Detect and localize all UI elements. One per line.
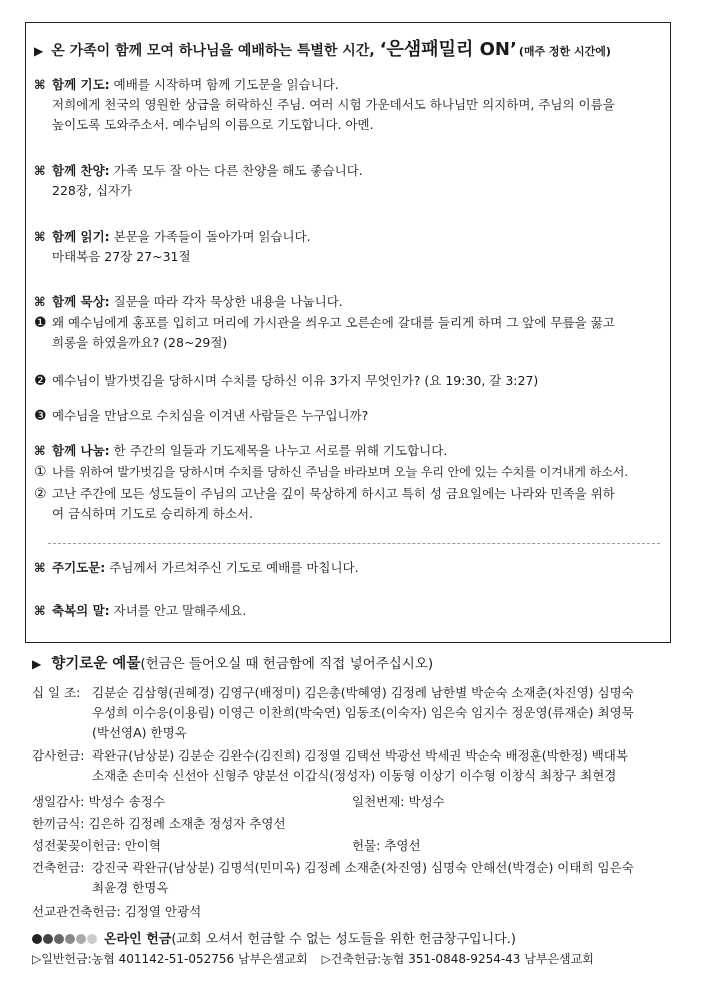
flowers-label: 성전꽃꽂이헌금: [32,838,121,853]
praise-label: 함께 찬양: [52,163,110,178]
command-icon: ⌘ [34,443,46,458]
sharing-prayer-2-line-1: 고난 주간에 모든 성도들이 주님의 고난을 깊이 묵상하게 하시고 특히 성 금요일에는 나라와 민족을 위하 [52,486,615,501]
question-3-text: 예수님을 만남으로 수치심을 이겨낸 사람들은 누구입니까? [52,408,369,423]
blessing-section [34,601,664,621]
worship-headline [34,35,664,59]
meditation-label: 함께 묵상: [52,294,110,309]
general-account: ▷일반헌금:농협 401142-51-052756 남부은샘교회 [32,952,308,966]
triangle-icon: ▶ [34,44,44,58]
blessing-label: 축복의 말: [52,603,110,618]
mission-building-label: 선교관건축헌금: [32,904,121,919]
meditation-section [34,292,664,312]
flowers-row [32,836,161,856]
prayer-line-2: 높이도록 도와주소서. 예수님의 이름으로 기도합니다. 아멘. [52,117,374,132]
lords-prayer-label: 주기도문: [52,560,106,575]
tithe-line-1: 김분순 김삼형(권혜경) 김영구(배정미) 김은총(박혜영) 김정례 남한별 박순숙 소재춘(차진영) 심명숙 [92,685,634,700]
circled-2-icon: ② [34,486,47,502]
dot-mark [54,934,64,944]
family-worship-box [25,22,671,643]
lords-prayer-desc: 주님께서 가르쳐주신 기도로 예배를 마칩니다. [109,560,359,575]
prayer-section [34,75,664,135]
building-label: 건축헌금: [32,860,85,875]
mission-building-row [32,902,201,922]
headline-note: (매주 정한 시간에) [518,45,611,58]
fasting-label: 한끼금식: [32,816,85,831]
number-1-icon: ❶ [34,315,47,331]
question-1-line-1: 왜 예수님에게 홍포를 입히고 머리에 가시관을 씌우고 오른손에 갈대를 들리게 하며 그 앞에 무릎을 꿇고 [52,315,615,330]
dashed-divider [48,543,660,544]
sharing-desc: 한 주간의 일들과 기도제목을 나누고 서로를 위해 기도합니다. [113,443,448,458]
sharing-prayer-2 [34,484,664,524]
fasting-names: 김은하 김정례 소재춘 정성자 추영선 [88,816,286,831]
dot-mark [76,934,86,944]
praise-section [34,161,664,201]
dots-icon [32,933,98,948]
sharing-label: 함께 나눔: [52,443,110,458]
thanks-label: 감사헌금: [32,748,85,763]
birthday-names: 박성수 송정수 [88,794,165,809]
online-offering-heading [32,928,516,948]
question-2-text: 예수님이 발가벗김을 당하시며 수치를 당하신 이유 3가지 무엇인가? (요 19:30, 갈 3:27) [52,373,539,388]
number-3-icon: ❸ [34,408,47,424]
command-icon: ⌘ [34,77,46,92]
number-2-icon: ❷ [34,373,47,389]
flowers-names: 안이혁 [124,838,161,853]
sharing-section [34,441,664,461]
reading-label: 함께 읽기: [52,229,110,244]
praise-desc: 가족 모두 잘 아는 다른 찬양을 해도 좋습니다. [113,163,363,178]
circled-1-icon: ① [34,464,47,480]
first-fruits-names: 박성수 [408,794,445,809]
command-icon: ⌘ [34,229,46,244]
mission-building-names: 김정열 안광석 [124,904,202,919]
sharing-prayer-2-line-2: 여 금식하며 기도로 승리하게 하소서. [52,506,253,521]
tithe-label: 십 일 조: [32,685,81,700]
prayer-line-1: 저희에게 천국의 영원한 상급을 허락하신 주님. 여러 시험 가운데서도 하나님만 의지하며, 주님의 이름을 [52,97,615,112]
offerings-title: 향기로운 예물 [51,656,141,672]
building-line-2: 최윤경 한명옥 [92,880,169,895]
offerings-heading [32,652,433,673]
triangle-icon: ▶ [32,657,42,671]
command-icon: ⌘ [34,163,46,178]
sharing-prayer-1-text: 나를 위하여 발가벗김을 당하시며 수치를 당하신 주님을 바라보며 오늘 우리 안에 있는 수치를 이겨내게 하소서. [52,465,628,479]
tithe-row [32,683,672,743]
thanks-line-1: 곽완규(남상분) 김분순 김완수(김진희) 김정열 김택선 박광선 박세권 박순숙 배정훈(박한정) 백대복 [92,748,628,763]
lords-prayer-section [34,558,664,578]
dot-mark [65,934,75,944]
fasting-row [32,814,286,834]
prayer-desc: 예배를 시작하며 함께 기도문을 읽습니다. [113,77,339,92]
goods-label: 헌물: [352,838,381,853]
building-line-1: 강진국 곽완규(남상분) 김명석(민미옥) 김정례 소재춘(차진영) 심명숙 안해선(박경순) 이태희 임은숙 [92,860,634,875]
online-title: 온라인 헌금 [104,932,172,947]
command-icon: ⌘ [34,560,46,575]
meditation-question-3 [34,406,664,426]
dot-mark [43,934,53,944]
headline-text: 온 가족이 함께 모여 하나님을 예배하는 특별한 시간, [51,43,375,59]
brand-title: ‘은샘패밀리 ON’ [379,39,517,60]
birthday-label: 생일감사: [32,794,85,809]
goods-row [352,836,421,856]
thanks-line-2: 소재춘 손미숙 신선아 신형주 양분선 이갑식(정성자) 이동형 이상기 이수형 이창식 최창구 최현경 [92,768,617,783]
prayer-label: 함께 기도: [52,77,110,92]
dot-mark [87,934,97,944]
meditation-question-1 [34,313,664,353]
praise-song: 228장, 십자가 [52,183,133,198]
question-1-line-2: 희롱을 하였을까요? (28~29절) [52,335,228,350]
dot-mark [32,934,42,944]
birthday-row [32,792,165,812]
goods-names: 추영선 [384,838,421,853]
building-row [32,858,672,898]
command-icon: ⌘ [34,603,46,618]
online-note: (교회 오셔서 헌금할 수 없는 성도들을 위한 헌금창구입니다.) [171,932,516,947]
meditation-desc: 질문을 따라 각자 묵상한 내용을 나눕니다. [113,294,343,309]
meditation-question-2 [34,371,664,391]
sharing-prayer-1 [34,462,664,482]
offerings-note: (헌금은 들어오실 때 헌금함에 직접 넣어주십시오) [140,656,434,672]
tithe-line-3: (박선영A) 한명옥 [92,725,187,740]
online-accounts [32,950,608,967]
first-fruits-label: 일천번제: [352,794,405,809]
building-account: ▷건축헌금:농협 351-0848-9254-43 남부은샘교회 [321,952,594,966]
tithe-line-2: 우성희 이수응(이용림) 이영근 이찬희(박숙연) 임동조(이숙자) 임은숙 임지수 정운영(류재순) 최영묵 [92,705,634,720]
reading-section [34,227,664,267]
reading-passage: 마태복음 27장 27~31절 [52,249,191,264]
reading-desc: 본문을 가족들이 돌아가며 읽습니다. [113,229,311,244]
first-fruits-row [352,792,445,812]
command-icon: ⌘ [34,294,46,309]
blessing-desc: 자녀를 안고 말해주세요. [113,603,247,618]
thanks-row [32,746,672,786]
